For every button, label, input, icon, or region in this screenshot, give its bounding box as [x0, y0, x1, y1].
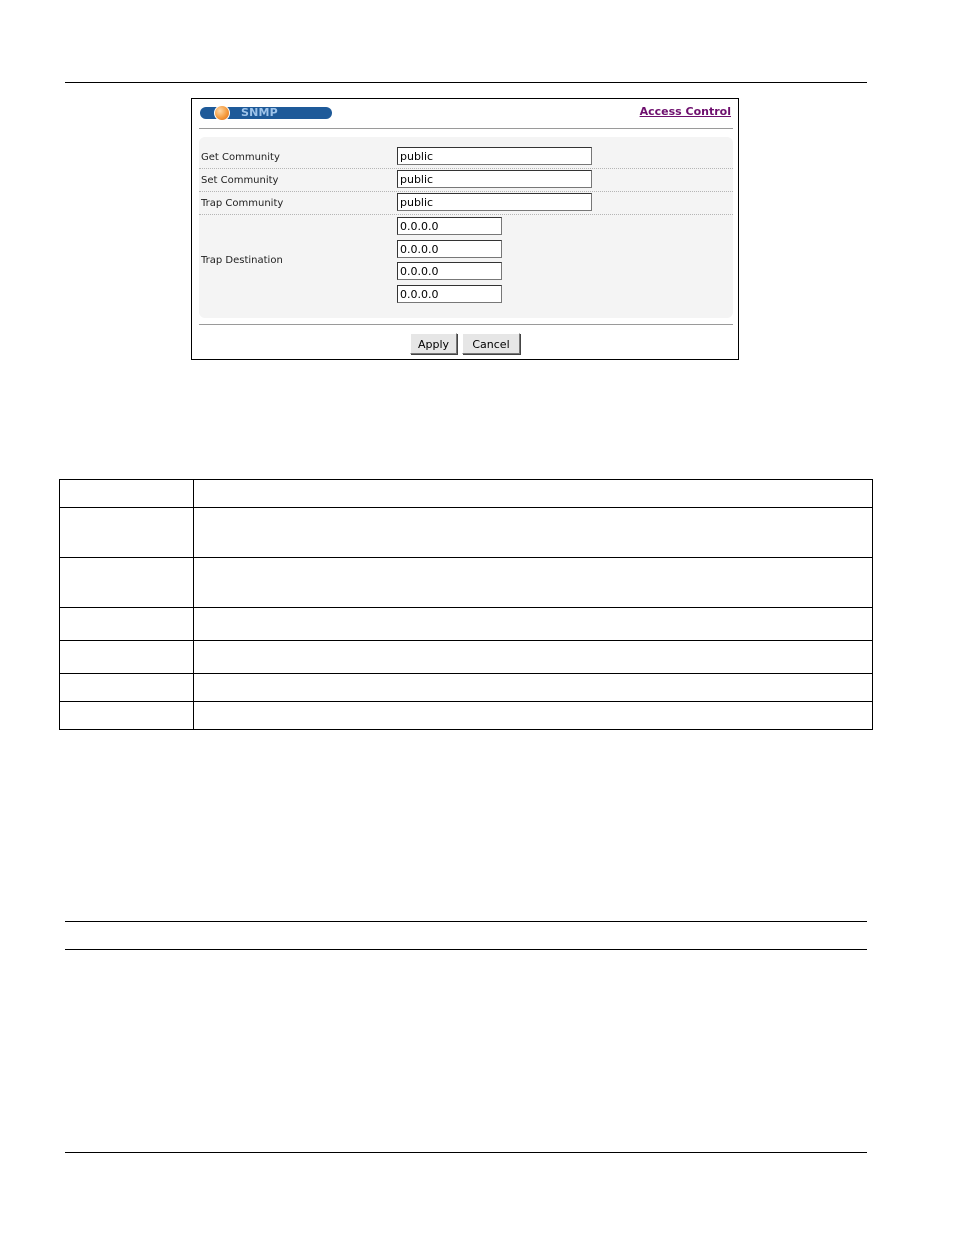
title-divider	[199, 128, 733, 129]
orb-icon	[214, 105, 230, 121]
table-cell-description	[194, 508, 873, 558]
trap-destination-label: Trap Destination	[201, 255, 283, 266]
trap-destination-input[interactable]	[397, 285, 502, 303]
apply-button[interactable]: Apply	[410, 333, 457, 354]
table-cell-label	[60, 608, 194, 641]
header-rule	[65, 82, 867, 83]
snmp-form	[199, 137, 733, 318]
access-control-link[interactable]: Access Control	[639, 105, 731, 118]
footer-rule	[65, 1152, 867, 1153]
table-cell-label	[60, 702, 194, 730]
set-community-input[interactable]	[397, 170, 592, 188]
get-community-label: Get Community	[201, 152, 280, 163]
table-cell-description	[194, 608, 873, 641]
trap-destination-input[interactable]	[397, 217, 502, 235]
table-cell-description	[194, 674, 873, 702]
section-rule-top	[65, 921, 867, 922]
table-cell-description	[194, 480, 873, 508]
cancel-button[interactable]: Cancel	[462, 333, 520, 354]
table-cell-label	[60, 480, 194, 508]
description-table	[59, 479, 873, 730]
trap-community-label: Trap Community	[201, 198, 284, 209]
trap-destination-input[interactable]	[397, 262, 502, 280]
table-row	[60, 608, 873, 641]
table-cell-description	[194, 702, 873, 730]
trap-community-input[interactable]	[397, 193, 592, 211]
form-row-set-community	[199, 168, 733, 192]
table-row	[60, 508, 873, 558]
form-row-get-community	[199, 145, 733, 169]
form-row-trap-destination	[199, 214, 733, 306]
table-row	[60, 480, 873, 508]
table-row	[60, 674, 873, 702]
table-cell-description	[194, 641, 873, 674]
table-cell-label	[60, 558, 194, 608]
button-divider	[199, 324, 733, 325]
table-cell-label	[60, 674, 194, 702]
set-community-label: Set Community	[201, 175, 279, 186]
snmp-panel	[191, 98, 739, 360]
page-title: SNMP	[241, 106, 278, 119]
table-cell-label	[60, 508, 194, 558]
table-cell-label	[60, 641, 194, 674]
table-row	[60, 558, 873, 608]
table-row	[60, 702, 873, 730]
title-bar	[200, 107, 332, 119]
table-row	[60, 641, 873, 674]
form-row-trap-community	[199, 191, 733, 215]
trap-destination-input[interactable]	[397, 240, 502, 258]
table-cell-description	[194, 558, 873, 608]
section-rule-bottom	[65, 949, 867, 950]
get-community-input[interactable]	[397, 147, 592, 165]
